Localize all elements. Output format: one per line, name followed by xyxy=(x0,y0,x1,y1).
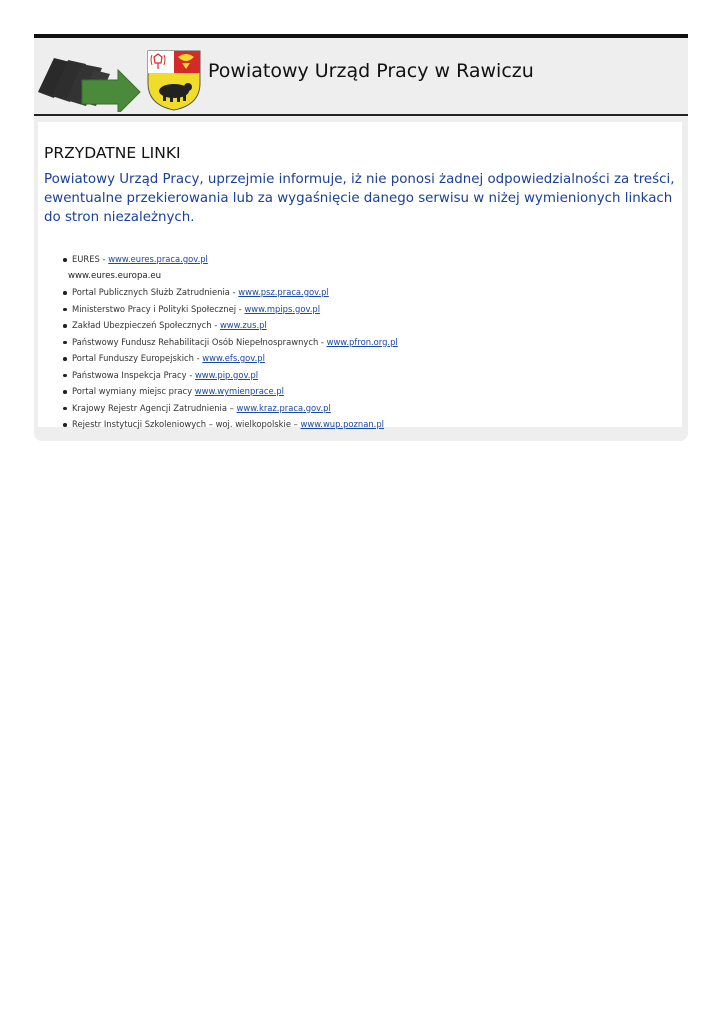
link-label: Portal wymiany miejsc pracy xyxy=(72,386,195,396)
link-label: www.eures.europa.eu xyxy=(68,270,162,281)
list-item xyxy=(72,251,676,268)
link-label: EURES - xyxy=(72,254,109,264)
link-kraz[interactable]: www.kraz.praca.gov.pl xyxy=(236,402,331,413)
list-item xyxy=(72,400,676,417)
list-item xyxy=(72,350,676,367)
main-content xyxy=(38,122,682,427)
site-title: Powiatowy Urząd Pracy w Rawiczu xyxy=(208,60,534,82)
site-header xyxy=(34,38,688,116)
coat-of-arms-icon xyxy=(146,49,202,111)
link-eures[interactable]: www.eures.praca.gov.pl xyxy=(108,254,208,264)
link-wup[interactable]: www.wup.poznan.pl xyxy=(300,419,384,429)
disclaimer-text: Powiatowy Urząd Pracy, uprzejmie informuje, iż nie ponosi żadnej odpowiedzialności za treści, ewentualne przekierowania lub za wygaśnięcie danego serwisu w niżej wymienionych linkach do stron niezależnych. xyxy=(44,172,675,225)
arrows-logo-icon[interactable] xyxy=(36,48,144,112)
useful-links-list xyxy=(44,251,676,433)
list-item xyxy=(72,301,676,318)
link-pip[interactable]: www.pip.gov.pl xyxy=(194,369,259,380)
page-frame xyxy=(34,34,688,441)
list-item xyxy=(72,334,676,351)
link-label: Państwowy Fundusz Rehabilitacji Osób Niepełnosprawnych - xyxy=(72,336,327,347)
link-efs[interactable]: www.efs.gov.pl xyxy=(202,353,265,363)
list-item xyxy=(72,383,676,400)
link-label: Portal Funduszy Europejskich - xyxy=(72,353,203,363)
link-label: Ministerstwo Pracy i Polityki Społecznej - xyxy=(72,303,245,314)
link-label: Portal Publicznych Służb Zatrudnienia - xyxy=(72,287,239,297)
link-pfron[interactable]: www.pfron.org.pl xyxy=(326,336,398,347)
list-item xyxy=(68,268,676,285)
link-label: Rejestr Instytucji Szkoleniowych – woj. wielkopolskie – xyxy=(72,419,301,429)
list-item xyxy=(72,367,676,384)
link-label: Zakład Ubezpieczeń Społecznych - xyxy=(72,320,220,330)
list-item xyxy=(72,416,676,433)
list-item xyxy=(72,317,676,334)
link-wymienprace[interactable]: www.wymienprace.pl xyxy=(194,386,284,396)
page-title: PRZYDATNE LINKI xyxy=(44,144,181,162)
link-psz[interactable]: www.psz.praca.gov.pl xyxy=(238,287,329,297)
link-mpips[interactable]: www.mpips.gov.pl xyxy=(244,303,321,314)
list-item xyxy=(72,284,676,301)
link-label: Państwowa Inspekcja Pracy - xyxy=(72,369,195,380)
link-zus[interactable]: www.zus.pl xyxy=(219,320,267,330)
link-label: Krajowy Rejestr Agencji Zatrudnienia – xyxy=(72,402,237,413)
